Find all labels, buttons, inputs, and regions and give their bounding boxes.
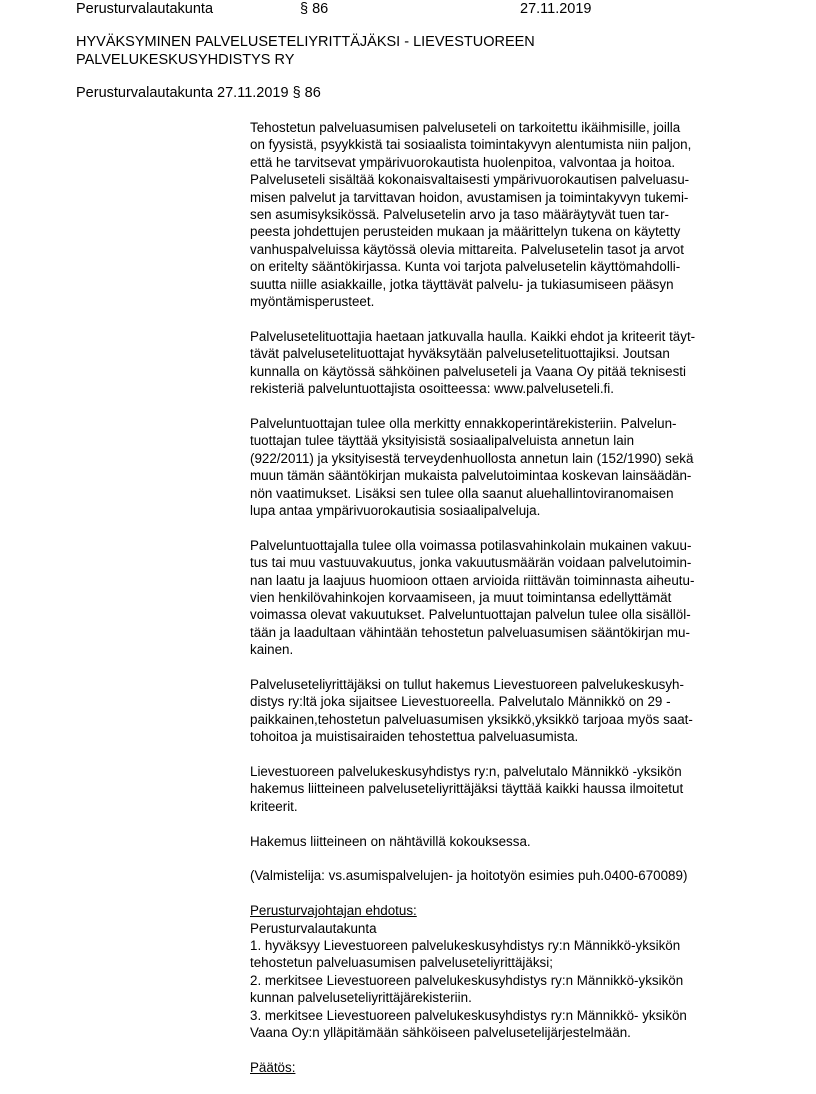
proposal-item-line: kunnan palveluseteliyrittäjärekisteriin. bbox=[250, 990, 472, 1006]
paragraph-line: Tehostetun palveluasumisen palveluseteli on tarkoitettu ikäihmisille, joilla bbox=[250, 120, 681, 135]
paragraph-line: vanhuspalveluissa käytössä olevia mittareita. Palvelusetelin tasot ja arvot bbox=[250, 241, 684, 257]
paragraph-line: tävät palvelusetelituottajat hyväksytään palvelusetelituottajiksi. Joutsan bbox=[250, 346, 670, 362]
header-section-number: § 86 bbox=[300, 1, 329, 17]
paragraph-line: peesta johdettujen perusteiden mukaan ja määrittelyn tukena on käytetty bbox=[250, 224, 681, 240]
body-paragraph bbox=[250, 867, 750, 884]
paragraph-line: hakemus liitteineen palveluseteliyrittäjäksi täyttää kaikki haussa ilmoitetut bbox=[250, 781, 684, 797]
header-board-name: Perusturvalautakunta bbox=[76, 1, 214, 17]
paragraph-line: vien henkilövahinkojen korvaamiseen, ja muut toimintansa edellyttämät bbox=[250, 589, 672, 605]
body-paragraph bbox=[250, 415, 750, 519]
body-paragraph bbox=[250, 833, 750, 850]
body-paragraph bbox=[250, 119, 750, 310]
body-paragraph bbox=[250, 763, 750, 815]
document-body bbox=[250, 119, 750, 1094]
paragraph-line: voimassa olevat vakuutukset. Palveluntuottajan palvelun tulee olla sisällöl- bbox=[250, 607, 691, 623]
document-title-line: HYVÄKSYMINEN PALVELUSETELIYRITTÄJÄKSI - LIEVESTUOREEN bbox=[76, 34, 535, 50]
paragraph-list bbox=[250, 119, 750, 885]
proposal-item-line: Vaana Oy:n ylläpitämään sähköiseen palvelusetelijärjestelmään. bbox=[250, 1025, 631, 1040]
decision-section bbox=[250, 1059, 750, 1076]
proposal-section bbox=[250, 902, 750, 1041]
paragraph-line: tus tai muu vastuuvakuutus, jonka vakuutusmäärän voidaan palvelutoimin- bbox=[250, 555, 692, 571]
paragraph-line: kriteerit. bbox=[250, 798, 298, 814]
proposal-item-line: 1. hyväksyy Lievestuoreen palvelukeskusyhdistys ry:n Männikkö-yksikön bbox=[250, 937, 681, 953]
paragraph-line: misen palvelut ja tarvittavan hoidon, avustamisen ja toimintakyvyn tukemi- bbox=[250, 189, 689, 205]
paragraph-line: että he tarvitsevat ympärivuorokautista huolenpitoa, valvontaa ja hoitoa. bbox=[250, 154, 676, 170]
paragraph-line: rekisteriä palveluntuottajista osoitteessa: www.palveluseteli.fi. bbox=[250, 381, 614, 397]
paragraph-line: muun tämän sääntökirjan mukaista palvelutoimintaa koskevan lainsäädän- bbox=[250, 468, 692, 484]
proposal-item-line: tehostetun palveluasumisen palveluseteliyrittäjäksi; bbox=[250, 955, 553, 971]
proposal-heading: Perusturvajohtajan ehdotus: bbox=[250, 903, 417, 919]
document-title-line: PALVELUKESKUSYHDISTYS RY bbox=[76, 52, 295, 68]
paragraph-line: Palveluntuottajalla tulee olla voimassa potilasvahinkolain mukainen vakuu- bbox=[250, 537, 692, 553]
paragraph-line: nön vaatimukset. Lisäksi sen tulee olla saanut aluehallintoviranomaisen bbox=[250, 485, 674, 501]
proposal-item-line: 3. merkitsee Lievestuoreen palvelukeskusyhdistys ry:n Männikkö- yksikön bbox=[250, 1007, 687, 1023]
paragraph-line: nan laatu ja laajuus huomioon ottaen arvioida riittävän toiminnasta aiheutu- bbox=[250, 572, 695, 588]
body-paragraph bbox=[250, 676, 750, 746]
paragraph-line: Lievestuoreen palvelukeskusyhdistys ry:n, palvelutalo Männikkö -yksikön bbox=[250, 763, 682, 779]
proposal-board-name: Perusturvalautakunta bbox=[250, 920, 377, 936]
paragraph-line: kunnalla on käytössä sähköinen palveluseteli ja Vaana Oy pitää teknisesti bbox=[250, 363, 686, 379]
paragraph-line: Hakemus liitteineen on nähtävillä kokouksessa. bbox=[250, 833, 531, 849]
paragraph-line: (Valmistelija: vs.asumispalvelujen- ja hoitotyön esimies puh.0400-670089) bbox=[250, 868, 688, 884]
paragraph-line: tuottajan tulee täyttää yksityisistä sosiaalipalveluista annetun lain bbox=[250, 433, 635, 449]
proposal-lines bbox=[250, 920, 750, 1042]
paragraph-line: on eritelty sääntökirjassa. Kunta voi tarjota palvelusetelin käyttömahdolli- bbox=[250, 259, 681, 275]
paragraph-line: Palveluseteliyrittäjäksi on tullut hakemus Lievestuoreen palvelukeskusyh- bbox=[250, 676, 684, 692]
paragraph-line: paikkainen,tehostetun palveluasumisen yksikkö,yksikkö tarjoaa myös saat- bbox=[250, 711, 693, 727]
paragraph-line: suutta niille asiakkaille, jotka täyttävät palvelu- ja tukiasumiseen pääsyn bbox=[250, 276, 674, 292]
paragraph-line: lupa antaa ympärivuorokautisia sosiaalipalveluja. bbox=[250, 502, 541, 518]
paragraph-line: myöntämisperusteet. bbox=[250, 294, 375, 310]
document-title bbox=[76, 33, 636, 69]
decision-heading: Päätös: bbox=[250, 1059, 296, 1075]
paragraph-line: (922/2011) ja yksityisestä terveydenhuollosta annetun lain (152/1990) sekä bbox=[250, 450, 694, 466]
meeting-reference: Perusturvalautakunta 27.11.2019 § 86 bbox=[76, 85, 321, 101]
body-paragraph bbox=[250, 537, 750, 659]
body-paragraph bbox=[250, 328, 750, 398]
header-date: 27.11.2019 bbox=[520, 1, 592, 17]
paragraph-line: Palveluseteli sisältää kokonaisvaltaisesti ympärivuorokautisen palveluasu- bbox=[250, 172, 690, 188]
proposal-item-line: 2. merkitsee Lievestuoreen palvelukeskusyhdistys ry:n Männikkö-yksikön bbox=[250, 972, 684, 988]
paragraph-line: kainen. bbox=[250, 642, 294, 658]
paragraph-line: distys ry:ltä joka sijaitsee Lievestuoreella. Palvelutalo Männikkö on 29 - bbox=[250, 694, 671, 710]
paragraph-line: Palvelusetelituottajia haetaan jatkuvalla haulla. Kaikki ehdot ja kriteerit täyt- bbox=[250, 328, 696, 344]
paragraph-line: tään ja laadultaan vähintään tehostetun palveluasumisen sääntökirjan mu- bbox=[250, 624, 690, 640]
paragraph-line: on fyysistä, psyykkistä tai sosiaalista toimintakyvyn alentumista niin paljon, bbox=[250, 137, 692, 153]
paragraph-line: sen asumisyksikössä. Palvelusetelin arvo ja taso määräytyvät tuen tar- bbox=[250, 207, 670, 223]
paragraph-line: tohoitoa ja muistisairaiden tehostettua palveluasumista. bbox=[250, 729, 579, 745]
paragraph-line: Palveluntuottajan tulee olla merkitty ennakkoperintärekisteriin. Palvelun- bbox=[250, 415, 677, 431]
